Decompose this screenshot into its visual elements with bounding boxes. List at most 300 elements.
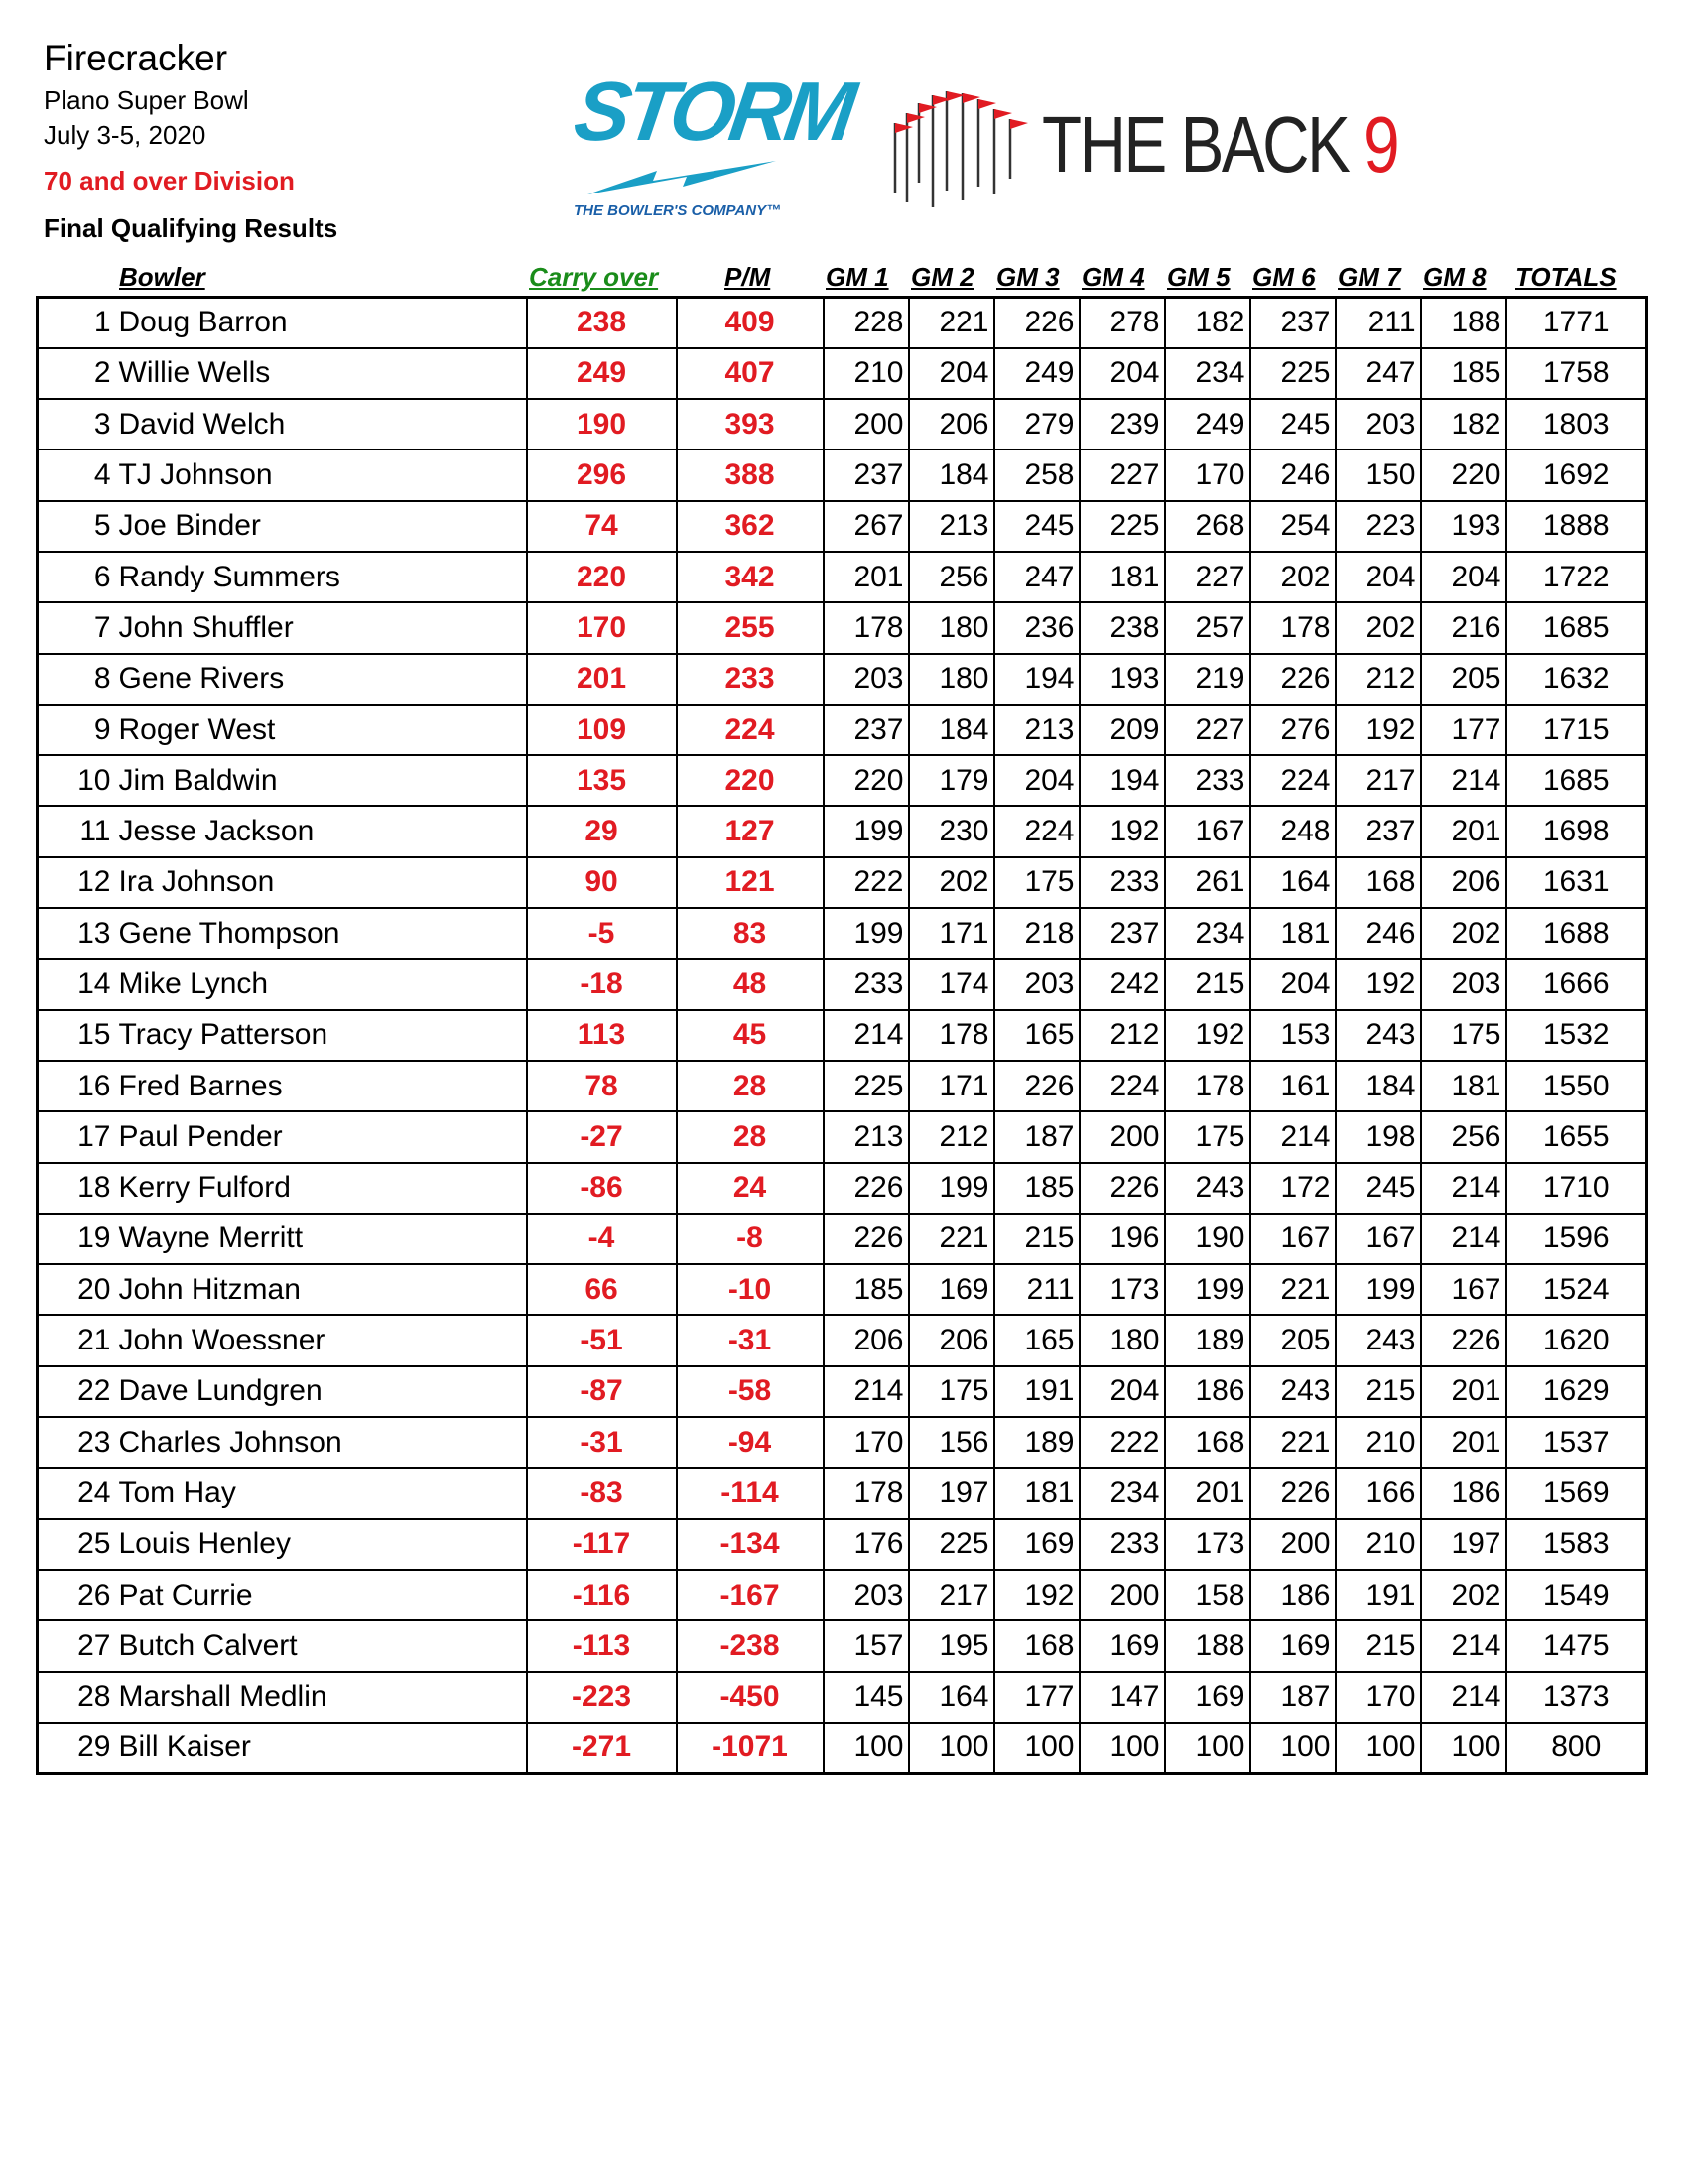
game-1-cell: 176 [824,1519,909,1570]
game-8-cell: 167 [1421,1264,1506,1315]
game-1-cell: 237 [824,705,909,755]
game-7-cell: 243 [1336,1010,1421,1061]
header-gm1: GM 1 [826,262,889,292]
pm-cell: 48 [677,959,824,1009]
game-6-cell: 181 [1250,908,1336,959]
game-5-cell: 268 [1165,501,1250,552]
table-row [38,1163,1647,1214]
game-1-cell: 210 [824,348,909,399]
carry-over-cell: 170 [527,602,677,653]
game-4-cell: 204 [1080,348,1165,399]
bowler-name-cell: Gene Rivers [115,654,527,705]
game-6-cell: 248 [1250,806,1336,856]
bowler-name-cell: Willie Wells [115,348,527,399]
game-4-cell: 212 [1080,1010,1165,1061]
bowler-name-cell: John Shuffler [115,602,527,653]
rank-cell: 2 [38,348,115,399]
game-5-cell: 227 [1165,552,1250,602]
bowler-name-cell: John Hitzman [115,1264,527,1315]
bowler-name-cell: Paul Pender [115,1111,527,1162]
game-7-cell: 191 [1336,1570,1421,1620]
game-1-cell: 220 [824,755,909,806]
game-8-cell: 214 [1421,755,1506,806]
game-1-cell: 213 [824,1111,909,1162]
game-6-cell: 224 [1250,755,1336,806]
pm-cell: 24 [677,1163,824,1214]
bowler-name-cell: Pat Currie [115,1570,527,1620]
game-8-cell: 188 [1421,298,1506,348]
game-7-cell: 211 [1336,298,1421,348]
game-5-cell: 169 [1165,1672,1250,1723]
game-2-cell: 100 [909,1723,994,1773]
results-table [36,296,1648,1775]
pm-cell: 28 [677,1061,824,1111]
game-1-cell: 206 [824,1315,909,1365]
game-6-cell: 204 [1250,959,1336,1009]
table-row [38,908,1647,959]
bowler-name-cell: Randy Summers [115,552,527,602]
carry-over-cell: -117 [527,1519,677,1570]
game-1-cell: 226 [824,1214,909,1264]
total-cell: 1620 [1506,1315,1647,1365]
table-row [38,1723,1647,1773]
game-1-cell: 145 [824,1672,909,1723]
game-2-cell: 206 [909,399,994,450]
game-8-cell: 193 [1421,501,1506,552]
table-row [38,298,1647,348]
game-6-cell: 100 [1250,1723,1336,1773]
pm-cell: -58 [677,1366,824,1417]
game-8-cell: 203 [1421,959,1506,1009]
game-7-cell: 212 [1336,654,1421,705]
game-1-cell: 267 [824,501,909,552]
game-3-cell: 165 [994,1315,1080,1365]
game-8-cell: 214 [1421,1672,1506,1723]
game-5-cell: 261 [1165,857,1250,908]
carry-over-cell: -113 [527,1620,677,1671]
game-1-cell: 237 [824,450,909,500]
game-7-cell: 202 [1336,602,1421,653]
game-6-cell: 246 [1250,450,1336,500]
game-3-cell: 177 [994,1672,1080,1723]
table-row [38,959,1647,1009]
game-3-cell: 247 [994,552,1080,602]
event-venue: Plano Super Bowl [44,85,249,115]
rank-cell: 5 [38,501,115,552]
total-cell: 800 [1506,1723,1647,1773]
game-3-cell: 211 [994,1264,1080,1315]
pm-cell: 342 [677,552,824,602]
carry-over-cell: -5 [527,908,677,959]
game-3-cell: 258 [994,450,1080,500]
game-3-cell: 224 [994,806,1080,856]
game-7-cell: 198 [1336,1111,1421,1162]
division-label: 70 and over Division [44,166,295,195]
rank-cell: 12 [38,857,115,908]
game-5-cell: 192 [1165,1010,1250,1061]
carry-over-cell: 29 [527,806,677,856]
rank-cell: 25 [38,1519,115,1570]
game-4-cell: 100 [1080,1723,1165,1773]
total-cell: 1549 [1506,1570,1647,1620]
game-6-cell: 225 [1250,348,1336,399]
game-6-cell: 214 [1250,1111,1336,1162]
game-8-cell: 206 [1421,857,1506,908]
game-5-cell: 158 [1165,1570,1250,1620]
rank-cell: 26 [38,1570,115,1620]
game-2-cell: 202 [909,857,994,908]
game-6-cell: 226 [1250,1468,1336,1518]
carry-over-cell: 249 [527,348,677,399]
rank-cell: 18 [38,1163,115,1214]
header-gm6: GM 6 [1252,262,1316,292]
game-2-cell: 180 [909,602,994,653]
game-6-cell: 164 [1250,857,1336,908]
game-8-cell: 175 [1421,1010,1506,1061]
game-8-cell: 201 [1421,1366,1506,1417]
game-3-cell: 185 [994,1163,1080,1214]
bowler-name-cell: Charles Johnson [115,1417,527,1468]
game-5-cell: 227 [1165,705,1250,755]
carry-over-cell: -31 [527,1417,677,1468]
game-8-cell: 202 [1421,908,1506,959]
pm-cell: 83 [677,908,824,959]
carry-over-cell: -18 [527,959,677,1009]
total-cell: 1583 [1506,1519,1647,1570]
bowler-name-cell: David Welch [115,399,527,450]
game-2-cell: 230 [909,806,994,856]
game-2-cell: 169 [909,1264,994,1315]
game-2-cell: 178 [909,1010,994,1061]
game-7-cell: 204 [1336,552,1421,602]
game-4-cell: 147 [1080,1672,1165,1723]
game-3-cell: 192 [994,1570,1080,1620]
game-7-cell: 210 [1336,1417,1421,1468]
pm-cell: 224 [677,705,824,755]
game-2-cell: 171 [909,908,994,959]
game-7-cell: 247 [1336,348,1421,399]
game-4-cell: 233 [1080,857,1165,908]
bowler-name-cell: Gene Thompson [115,908,527,959]
header-gm2: GM 2 [911,262,974,292]
carry-over-cell: 201 [527,654,677,705]
game-4-cell: 239 [1080,399,1165,450]
game-5-cell: 170 [1165,450,1250,500]
game-7-cell: 150 [1336,450,1421,500]
game-5-cell: 186 [1165,1366,1250,1417]
carry-over-cell: -86 [527,1163,677,1214]
table-row [38,1366,1647,1417]
game-1-cell: 203 [824,1570,909,1620]
game-1-cell: 199 [824,908,909,959]
pm-cell: 127 [677,806,824,856]
total-cell: 1685 [1506,755,1647,806]
results-label: Final Qualifying Results [44,213,338,243]
bowler-name-cell: Kerry Fulford [115,1163,527,1214]
pm-cell: 409 [677,298,824,348]
game-7-cell: 210 [1336,1519,1421,1570]
game-5-cell: 199 [1165,1264,1250,1315]
game-6-cell: 243 [1250,1366,1336,1417]
carry-over-cell: -116 [527,1570,677,1620]
total-cell: 1632 [1506,654,1647,705]
table-row [38,654,1647,705]
pm-cell: -238 [677,1620,824,1671]
game-7-cell: 243 [1336,1315,1421,1365]
game-4-cell: 233 [1080,1519,1165,1570]
total-cell: 1537 [1506,1417,1647,1468]
table-row [38,1620,1647,1671]
carry-over-cell: 74 [527,501,677,552]
game-1-cell: 225 [824,1061,909,1111]
bowler-name-cell: Roger West [115,705,527,755]
event-dates: July 3-5, 2020 [44,120,206,150]
game-3-cell: 204 [994,755,1080,806]
game-2-cell: 212 [909,1111,994,1162]
table-row [38,1417,1647,1468]
game-1-cell: 222 [824,857,909,908]
game-4-cell: 227 [1080,450,1165,500]
game-5-cell: 178 [1165,1061,1250,1111]
game-3-cell: 226 [994,298,1080,348]
carry-over-cell: 66 [527,1264,677,1315]
game-7-cell: 168 [1336,857,1421,908]
game-2-cell: 213 [909,501,994,552]
game-3-cell: 218 [994,908,1080,959]
rank-cell: 20 [38,1264,115,1315]
back9-wordmark [1042,100,1398,189]
game-3-cell: 100 [994,1723,1080,1773]
bowler-name-cell: Louis Henley [115,1519,527,1570]
game-7-cell: 237 [1336,806,1421,856]
carry-over-cell: 190 [527,399,677,450]
game-4-cell: 200 [1080,1570,1165,1620]
game-1-cell: 214 [824,1010,909,1061]
game-7-cell: 167 [1336,1214,1421,1264]
total-cell: 1532 [1506,1010,1647,1061]
lightning-icon [587,157,776,196]
total-cell: 1888 [1506,501,1647,552]
table-row [38,1672,1647,1723]
game-5-cell: 182 [1165,298,1250,348]
game-8-cell: 186 [1421,1468,1506,1518]
rank-cell: 21 [38,1315,115,1365]
game-3-cell: 249 [994,348,1080,399]
game-2-cell: 164 [909,1672,994,1723]
table-row [38,1061,1647,1111]
game-7-cell: 217 [1336,755,1421,806]
rank-cell: 14 [38,959,115,1009]
header-carry-over: Carry over [529,262,659,292]
pm-cell: 388 [677,450,824,500]
pm-cell: -450 [677,1672,824,1723]
game-8-cell: 214 [1421,1620,1506,1671]
game-7-cell: 203 [1336,399,1421,450]
game-2-cell: 221 [909,1214,994,1264]
game-6-cell: 221 [1250,1264,1336,1315]
game-4-cell: 194 [1080,755,1165,806]
game-5-cell: 167 [1165,806,1250,856]
pm-cell: -1071 [677,1723,824,1773]
game-7-cell: 215 [1336,1620,1421,1671]
game-3-cell: 181 [994,1468,1080,1518]
rank-cell: 22 [38,1366,115,1417]
game-1-cell: 199 [824,806,909,856]
game-3-cell: 175 [994,857,1080,908]
game-8-cell: 185 [1421,348,1506,399]
bowler-name-cell: Jim Baldwin [115,755,527,806]
game-1-cell: 203 [824,654,909,705]
storm-wordmark: STORM [569,64,857,158]
bowler-name-cell: Tracy Patterson [115,1010,527,1061]
total-cell: 1758 [1506,348,1647,399]
game-7-cell: 192 [1336,705,1421,755]
pm-cell: 220 [677,755,824,806]
game-6-cell: 161 [1250,1061,1336,1111]
game-2-cell: 206 [909,1315,994,1365]
total-cell: 1722 [1506,552,1647,602]
game-5-cell: 188 [1165,1620,1250,1671]
carry-over-cell: -51 [527,1315,677,1365]
rank-cell: 27 [38,1620,115,1671]
header-bowler: Bowler [119,262,205,292]
game-8-cell: 204 [1421,552,1506,602]
pm-cell: 45 [677,1010,824,1061]
table-row [38,348,1647,399]
game-6-cell: 245 [1250,399,1336,450]
game-3-cell: 165 [994,1010,1080,1061]
game-4-cell: 238 [1080,602,1165,653]
rank-cell: 10 [38,755,115,806]
game-1-cell: 201 [824,552,909,602]
pm-cell: 233 [677,654,824,705]
bowler-name-cell: Marshall Medlin [115,1672,527,1723]
game-4-cell: 226 [1080,1163,1165,1214]
game-8-cell: 181 [1421,1061,1506,1111]
game-3-cell: 245 [994,501,1080,552]
game-7-cell: 215 [1336,1366,1421,1417]
game-5-cell: 175 [1165,1111,1250,1162]
game-4-cell: 181 [1080,552,1165,602]
rank-cell: 8 [38,654,115,705]
total-cell: 1692 [1506,450,1647,500]
total-cell: 1698 [1506,806,1647,856]
game-7-cell: 166 [1336,1468,1421,1518]
game-6-cell: 178 [1250,602,1336,653]
bowler-name-cell: TJ Johnson [115,450,527,500]
game-8-cell: 205 [1421,654,1506,705]
game-8-cell: 226 [1421,1315,1506,1365]
header-gm8: GM 8 [1423,262,1487,292]
game-7-cell: 245 [1336,1163,1421,1214]
game-2-cell: 156 [909,1417,994,1468]
pm-cell: 28 [677,1111,824,1162]
game-1-cell: 178 [824,1468,909,1518]
back9-nine: 9 [1363,100,1398,189]
back9-logo [883,83,1398,212]
game-8-cell: 214 [1421,1214,1506,1264]
game-4-cell: 234 [1080,1468,1165,1518]
game-6-cell: 202 [1250,552,1336,602]
game-4-cell: 209 [1080,705,1165,755]
game-8-cell: 182 [1421,399,1506,450]
carry-over-cell: -83 [527,1468,677,1518]
pm-cell: -134 [677,1519,824,1570]
game-4-cell: 193 [1080,654,1165,705]
game-5-cell: 201 [1165,1468,1250,1518]
total-cell: 1688 [1506,908,1647,959]
game-4-cell: 169 [1080,1620,1165,1671]
game-2-cell: 175 [909,1366,994,1417]
bowler-name-cell: Doug Barron [115,298,527,348]
game-6-cell: 254 [1250,501,1336,552]
total-cell: 1666 [1506,959,1647,1009]
carry-over-cell: 90 [527,857,677,908]
carry-over-cell: 296 [527,450,677,500]
event-title: Firecracker [44,38,228,78]
game-6-cell: 276 [1250,705,1336,755]
back9-text: THE BACK [1042,100,1364,189]
game-2-cell: 204 [909,348,994,399]
carry-over-cell: 238 [527,298,677,348]
game-8-cell: 177 [1421,705,1506,755]
rank-cell: 17 [38,1111,115,1162]
table-row [38,1111,1647,1162]
game-4-cell: 222 [1080,1417,1165,1468]
game-4-cell: 204 [1080,1366,1165,1417]
carry-over-cell: -27 [527,1111,677,1162]
table-row [38,857,1647,908]
game-4-cell: 196 [1080,1214,1165,1264]
game-7-cell: 199 [1336,1264,1421,1315]
total-cell: 1803 [1506,399,1647,450]
bowler-name-cell: Bill Kaiser [115,1723,527,1773]
game-1-cell: 228 [824,298,909,348]
game-6-cell: 167 [1250,1214,1336,1264]
rank-cell: 11 [38,806,115,856]
game-6-cell: 237 [1250,298,1336,348]
game-4-cell: 225 [1080,501,1165,552]
rank-cell: 9 [38,705,115,755]
game-6-cell: 205 [1250,1315,1336,1365]
game-2-cell: 184 [909,450,994,500]
game-1-cell: 100 [824,1723,909,1773]
game-1-cell: 178 [824,602,909,653]
game-8-cell: 256 [1421,1111,1506,1162]
rank-cell: 7 [38,602,115,653]
bowler-name-cell: Wayne Merritt [115,1214,527,1264]
table-row [38,1519,1647,1570]
game-4-cell: 173 [1080,1264,1165,1315]
bowler-name-cell: Joe Binder [115,501,527,552]
game-5-cell: 100 [1165,1723,1250,1773]
game-8-cell: 214 [1421,1163,1506,1214]
table-row [38,755,1647,806]
game-2-cell: 171 [909,1061,994,1111]
game-5-cell: 233 [1165,755,1250,806]
pm-cell: 255 [677,602,824,653]
table-row [38,1214,1647,1264]
header-gm5: GM 5 [1167,262,1231,292]
game-2-cell: 184 [909,705,994,755]
table-row [38,1570,1647,1620]
game-2-cell: 197 [909,1468,994,1518]
table-row [38,705,1647,755]
pm-cell: -31 [677,1315,824,1365]
game-7-cell: 170 [1336,1672,1421,1723]
carry-over-cell: -87 [527,1366,677,1417]
game-8-cell: 201 [1421,806,1506,856]
